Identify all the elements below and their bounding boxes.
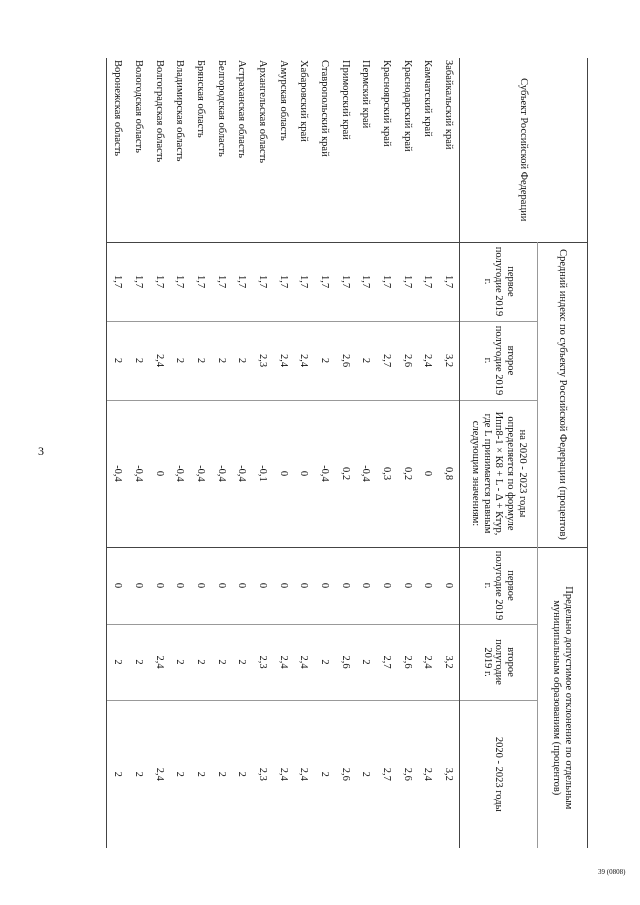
- cell-avg-L-value: 0,3: [376, 400, 397, 547]
- cell-avg-first-half: 1,7: [356, 242, 377, 321]
- cell-avg-L-value: -0,1: [252, 400, 273, 547]
- cell-subject-name: Воронежская область: [107, 58, 128, 242]
- cell-avg-first-half: 1,7: [294, 242, 315, 321]
- header-dev-first-half-2019: первое полугодие 2019 г.: [460, 547, 538, 624]
- header-subject: Субъект Российской Федерации: [460, 58, 588, 242]
- cell-dev-second-half: 2: [190, 624, 211, 700]
- cell-dev-second-half: 2: [231, 624, 252, 700]
- cell-avg-first-half: 1,7: [128, 242, 149, 321]
- cell-avg-first-half: 1,7: [149, 242, 170, 321]
- cell-avg-L-value: 0: [294, 400, 315, 547]
- cell-avg-first-half: 1,7: [190, 242, 211, 321]
- cell-dev-first-half: 0: [273, 547, 294, 624]
- cell-subject-name: Пермский край: [360, 60, 372, 129]
- cell-dev-first-half: 0: [107, 547, 128, 624]
- cell-avg-second-half: 2: [169, 321, 190, 400]
- cell-dev-first-half: 0: [211, 547, 232, 624]
- table-row: [376, 58, 397, 848]
- cell-avg-L-value: 0: [418, 400, 439, 547]
- cell-avg-first-half: 1,7: [252, 242, 273, 321]
- cell-avg-L-value: -0,4: [107, 400, 128, 547]
- cell-avg-first-half: 1,7: [397, 242, 418, 321]
- cell-dev-first-half: 0: [438, 547, 459, 624]
- cell-avg-second-half: 2,3: [252, 321, 273, 400]
- cell-dev-first-half: 0: [335, 547, 356, 624]
- cell-avg-first-half: 1,7: [418, 242, 439, 321]
- cell-dev-second-half: 2,4: [273, 624, 294, 700]
- cell-avg-second-half: 2: [231, 321, 252, 400]
- table-row: [107, 58, 128, 848]
- cell-dev-2020-2023: 2: [231, 700, 252, 848]
- cell-avg-second-half: 2,4: [149, 321, 170, 400]
- cell-avg-L-value: 0,2: [335, 400, 356, 547]
- cell-dev-first-half: 0: [169, 547, 190, 624]
- cell-dev-2020-2023: 2,6: [397, 700, 418, 848]
- cell-avg-first-half: 1,7: [107, 242, 128, 321]
- cell-avg-first-half: 1,7: [273, 242, 294, 321]
- cell-dev-second-half: 3,2: [438, 624, 459, 700]
- cell-dev-second-half: 2,6: [335, 624, 356, 700]
- cell-avg-L-value: -0,4: [190, 400, 211, 547]
- cell-dev-second-half: 2,4: [149, 624, 170, 700]
- cell-subject-name: Приморский край: [339, 60, 351, 140]
- header-dev-second-half-2019: второе полугодие 2019 г.: [460, 624, 538, 700]
- cell-avg-first-half: 1,7: [335, 242, 356, 321]
- cell-subject-name: Белгородская область: [215, 60, 227, 157]
- cell-avg-L-value: 0,2: [397, 400, 418, 547]
- table-row: [149, 58, 170, 848]
- table-row: [190, 58, 211, 848]
- cell-avg-L-value: -0,4: [356, 400, 377, 547]
- cell-avg-first-half: 1,7: [231, 242, 252, 321]
- cell-avg-first-half: 1,7: [211, 242, 232, 321]
- cell-dev-2020-2023: 2: [128, 700, 149, 848]
- cell-dev-2020-2023: 2,4: [418, 700, 439, 848]
- cell-avg-second-half: 2,4: [294, 321, 315, 400]
- table-body: [107, 58, 460, 848]
- page-number: 3: [38, 444, 44, 458]
- cell-subject-name: Краснодарский край: [401, 60, 413, 152]
- cell-subject-name: Волгоградская область: [153, 60, 165, 163]
- cell-dev-2020-2023: 2: [190, 700, 211, 848]
- cell-subject-name: Красноярский край: [381, 60, 393, 147]
- table-row: [169, 58, 190, 848]
- cell-subject-name: Владимирская область: [174, 60, 186, 162]
- cell-avg-L-value: -0,4: [231, 400, 252, 547]
- cell-dev-first-half: 0: [418, 547, 439, 624]
- cell-dev-second-half: 2,3: [252, 624, 273, 700]
- cell-dev-second-half: 2: [169, 624, 190, 700]
- table-row: [314, 58, 335, 848]
- cell-subject-name: Забайкальский край: [443, 60, 455, 150]
- header-dev-2020-2023: 2020 - 2023 годы: [460, 700, 538, 848]
- table-row: [294, 58, 315, 848]
- cell-dev-first-half: 0: [190, 547, 211, 624]
- cell-dev-second-half: 2,6: [397, 624, 418, 700]
- table-row: [252, 58, 273, 848]
- cell-avg-first-half: 1,7: [314, 242, 335, 321]
- cell-avg-L-value: -0,4: [128, 400, 149, 547]
- table-row: [356, 58, 377, 848]
- cell-dev-2020-2023: 2: [211, 700, 232, 848]
- cell-dev-2020-2023: 2: [314, 700, 335, 848]
- cell-avg-L-value: 0: [273, 400, 294, 547]
- tariff-index-table: [106, 58, 588, 848]
- cell-dev-second-half: 2,4: [294, 624, 315, 700]
- cell-avg-second-half: 2: [128, 321, 149, 400]
- table-row: [438, 58, 459, 848]
- cell-subject-name: Астраханская область: [236, 60, 248, 158]
- cell-dev-second-half: 2: [107, 624, 128, 700]
- cell-dev-2020-2023: 2: [356, 700, 377, 848]
- table-row: [273, 58, 294, 848]
- cell-dev-second-half: 2,4: [418, 624, 439, 700]
- cell-dev-first-half: 0: [376, 547, 397, 624]
- header-max-deviation: Предельно допустимое отклонение по отдельным муниципальным образованиям (процентов): [538, 547, 588, 848]
- cell-subject-name: Хабаровский край: [298, 60, 310, 142]
- rotated-table-container: [68, 58, 588, 848]
- cell-avg-second-half: 2: [211, 321, 232, 400]
- cell-dev-2020-2023: 2: [169, 700, 190, 848]
- header-avg-second-half-2019: второе полугодие 2019 г.: [460, 321, 538, 400]
- cell-dev-2020-2023: 2,4: [149, 700, 170, 848]
- cell-dev-first-half: 0: [252, 547, 273, 624]
- cell-avg-second-half: 2: [314, 321, 335, 400]
- cell-dev-first-half: 0: [149, 547, 170, 624]
- cell-avg-second-half: 2: [107, 321, 128, 400]
- cell-avg-L-value: -0,4: [314, 400, 335, 547]
- cell-avg-L-value: 0: [149, 400, 170, 547]
- cell-avg-second-half: 2,4: [273, 321, 294, 400]
- table-row: [211, 58, 232, 848]
- cell-dev-first-half: 0: [397, 547, 418, 624]
- header-avg-first-half-2019: первое полугодие 2019 г.: [460, 242, 538, 321]
- cell-dev-first-half: 0: [294, 547, 315, 624]
- cell-dev-second-half: 2: [211, 624, 232, 700]
- cell-subject-name: Камчатский край: [422, 60, 434, 137]
- cell-dev-2020-2023: 2,3: [252, 700, 273, 848]
- cell-subject-name: Ставропольский край: [319, 60, 331, 157]
- cell-avg-second-half: 2: [190, 321, 211, 400]
- cell-subject-name: Архангельская область: [256, 60, 268, 164]
- table-row: [335, 58, 356, 848]
- cell-dev-second-half: 2: [128, 624, 149, 700]
- cell-dev-2020-2023: 3,2: [438, 700, 459, 848]
- cell-avg-second-half: 2,6: [397, 321, 418, 400]
- cell-avg-L-value: 0,8: [438, 400, 459, 547]
- cell-avg-first-half: 1,7: [376, 242, 397, 321]
- cell-dev-2020-2023: 2,4: [273, 700, 294, 848]
- cell-subject-name: Вологодская область: [132, 60, 144, 153]
- cell-avg-first-half: 1,7: [438, 242, 459, 321]
- cell-subject-name: Брянская область: [194, 60, 206, 138]
- cell-dev-first-half: 0: [314, 547, 335, 624]
- cell-avg-second-half: 2,6: [335, 321, 356, 400]
- cell-dev-2020-2023: 2,7: [376, 700, 397, 848]
- cell-dev-2020-2023: 2,4: [294, 700, 315, 848]
- cell-avg-L-value: -0,4: [211, 400, 232, 547]
- cell-avg-second-half: 2,7: [376, 321, 397, 400]
- cell-avg-L-value: -0,4: [169, 400, 190, 547]
- header-average-index: Средний индекс по субъекту Российской Федерации (процентов): [538, 242, 588, 547]
- cell-avg-first-half: 1,7: [169, 242, 190, 321]
- table-row: [418, 58, 439, 848]
- cell-dev-second-half: 2,7: [376, 624, 397, 700]
- table-row: [397, 58, 418, 848]
- header-avg-formula-2020-2023: на 2020 - 2023 годы определяется по формуле Ипп8-1 × К8 + L - Δ + Ктур, где L принимается равным следующим значениям:: [460, 400, 538, 547]
- document-code: 39 (0808): [598, 868, 626, 876]
- cell-avg-second-half: 3,2: [438, 321, 459, 400]
- table-row: [128, 58, 149, 848]
- table-row: [231, 58, 252, 848]
- cell-dev-second-half: 2: [314, 624, 335, 700]
- cell-dev-first-half: 0: [128, 547, 149, 624]
- cell-dev-2020-2023: 2: [107, 700, 128, 848]
- cell-avg-second-half: 2: [356, 321, 377, 400]
- cell-dev-2020-2023: 2,6: [335, 700, 356, 848]
- cell-avg-second-half: 2,4: [418, 321, 439, 400]
- cell-dev-first-half: 0: [231, 547, 252, 624]
- cell-dev-second-half: 2: [356, 624, 377, 700]
- cell-dev-first-half: 0: [356, 547, 377, 624]
- cell-subject-name: Амурская область: [277, 60, 289, 141]
